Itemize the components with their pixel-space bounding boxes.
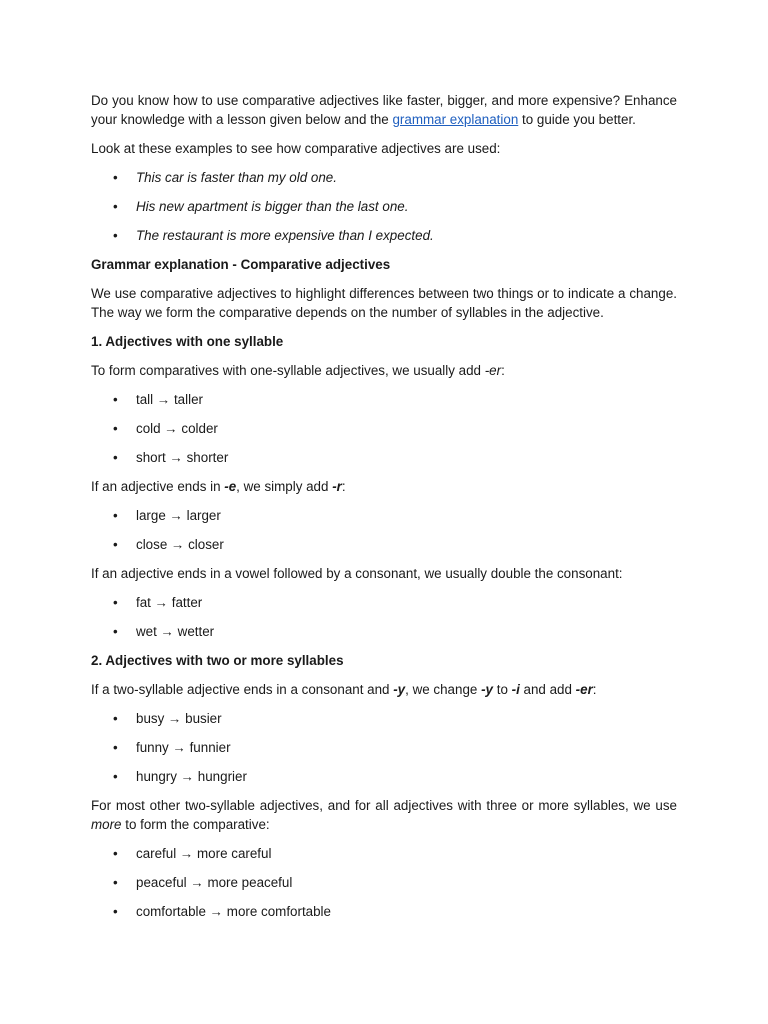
list-item: • comfortable → more comfortable (91, 902, 677, 921)
section2-heading: 2. Adjectives with two or more syllables (91, 653, 344, 668)
examples-list (91, 168, 677, 245)
section1-rule1: To form comparatives with one-syllable adjectives, we usually add -er: (91, 363, 505, 378)
list-item: • close → closer (91, 535, 677, 554)
section1-rule3: If an adjective ends in a vowel followed by a consonant, we usually double the consonant: (91, 566, 623, 581)
document-page (91, 91, 677, 931)
list-item: • His new apartment is bigger than the last one. (91, 197, 677, 216)
intro-paragraph (91, 91, 677, 129)
list-item: • hungry → hungrier (91, 767, 677, 786)
section2-rule1: If a two-syllable adjective ends in a consonant and -y, we change -y to -i and add -er: (91, 682, 597, 697)
section1-heading: 1. Adjectives with one syllable (91, 334, 284, 349)
section2-list2 (91, 844, 677, 921)
list-item: • fat → fatter (91, 593, 677, 612)
list-item: • The restaurant is more expensive than I expected. (91, 226, 677, 245)
grammar-intro: We use comparative adjectives to highlight differences between two things or to indicate a change. The way we form the comparative depends on the number of syllables in the adjective. (91, 286, 677, 320)
section1-rule2: If an adjective ends in -e, we simply add -r: (91, 479, 346, 494)
section1-list3 (91, 593, 677, 641)
examples-lead: Look at these examples to see how comparative adjectives are used: (91, 141, 501, 156)
section1-list1 (91, 390, 677, 467)
list-item: • short → shorter (91, 448, 677, 467)
section2-rule2: For most other two-syllable adjectives, and for all adjectives with three or more syllables, we use more to form the comparative: (91, 798, 677, 832)
list-item: • cold → colder (91, 419, 677, 438)
list-item: • large → larger (91, 506, 677, 525)
section1-list2 (91, 506, 677, 554)
list-item: • This car is faster than my old one. (91, 168, 677, 187)
list-item: • tall → taller (91, 390, 677, 409)
intro-text: Do you know how to use comparative adjectives like faster, bigger, and more expensive? Enhance your knowledge with a lesson given below and the (91, 93, 677, 127)
list-item: • busy → busier (91, 709, 677, 728)
list-item: • careful → more careful (91, 844, 677, 863)
grammar-heading: Grammar explanation - Comparative adjectives (91, 257, 391, 272)
list-item: • funny → funnier (91, 738, 677, 757)
list-item: • peaceful → more peaceful (91, 873, 677, 892)
section2-list1 (91, 709, 677, 786)
intro-text-end: to guide you better. (518, 112, 636, 127)
list-item: • wet → wetter (91, 622, 677, 641)
grammar-explanation-link[interactable]: grammar explanation (392, 112, 519, 127)
